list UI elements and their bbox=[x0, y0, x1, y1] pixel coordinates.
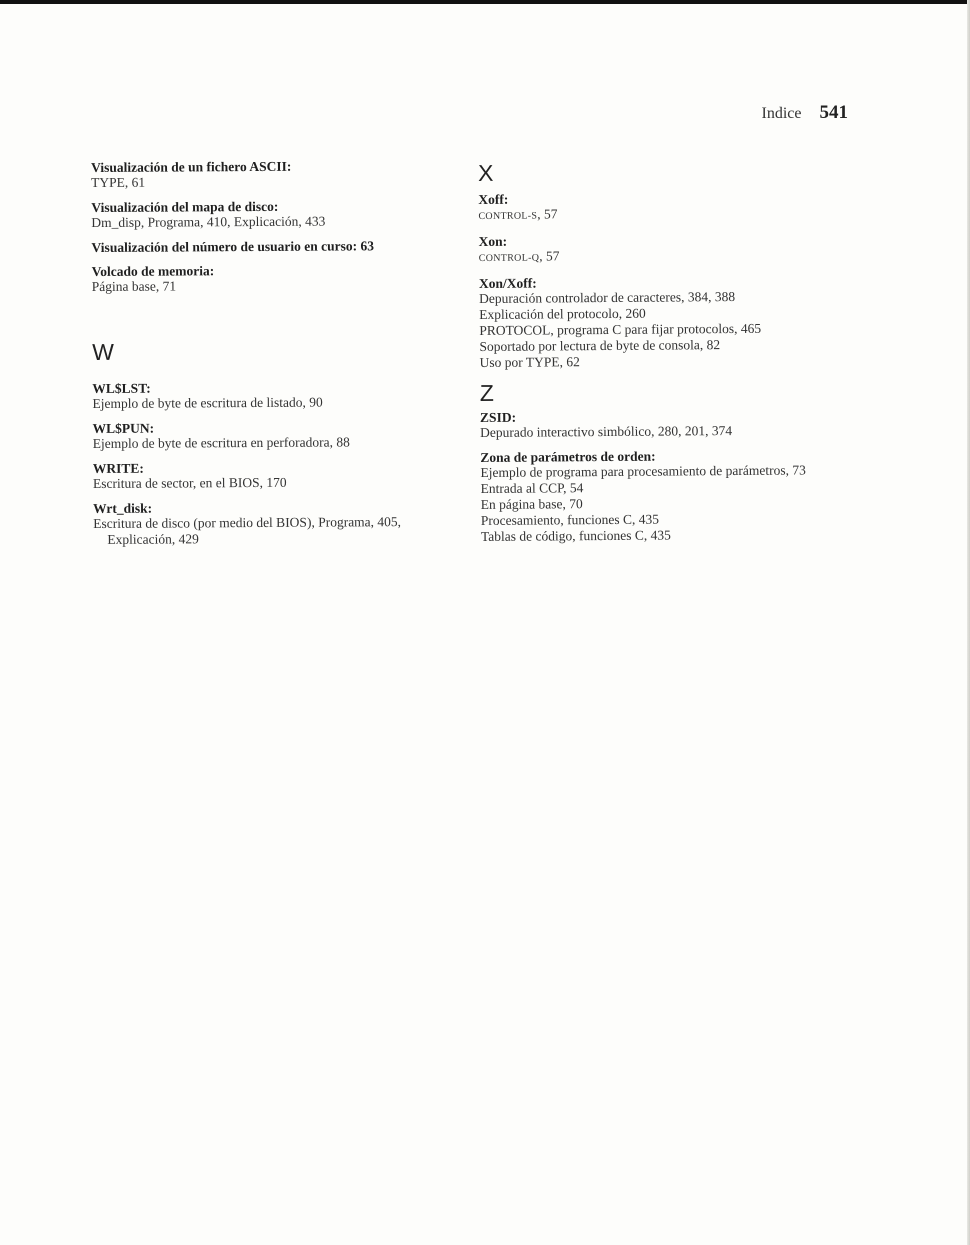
index-subentry: Explicación del protocolo, 260 bbox=[479, 305, 646, 322]
index-subentry: Dm_disp, Programa, 410, Explicación, 433 bbox=[91, 213, 326, 230]
index-heading: Xoff: bbox=[478, 191, 509, 207]
small-caps-term: CONTROL-S bbox=[478, 210, 538, 222]
index-heading: Zona de parámetros de orden: bbox=[480, 448, 656, 465]
index-subentry: Página base, 71 bbox=[91, 278, 177, 294]
index-entry bbox=[479, 273, 840, 371]
index-heading: Visualización de un fichero ASCII: bbox=[91, 158, 292, 175]
index-subentry: TYPE, 61 bbox=[91, 174, 146, 190]
running-head bbox=[762, 102, 848, 124]
index-entry bbox=[91, 158, 456, 191]
page-ref: , 57 bbox=[537, 206, 558, 222]
page-top-border bbox=[0, 0, 970, 4]
index-entry bbox=[92, 379, 457, 412]
section-letter-z: Z bbox=[479, 379, 494, 406]
index-subentry: Depuración controlador de caracteres, 384, 388 bbox=[479, 288, 736, 306]
page-ref: , 57 bbox=[539, 248, 560, 264]
index-heading: WRITE: bbox=[92, 460, 144, 476]
index-heading: Visualización del mapa de disco: bbox=[91, 198, 279, 215]
section-letter-x: X bbox=[478, 159, 494, 186]
index-entry bbox=[92, 262, 457, 295]
index-subentry: Entrada al CCP, 54 bbox=[480, 480, 584, 496]
index-entry bbox=[93, 419, 458, 452]
section-letter-w: W bbox=[92, 338, 114, 365]
index-subentry bbox=[479, 246, 839, 267]
index-subentry: Ejemplo de byte de escritura en perforadora, 88 bbox=[92, 434, 350, 451]
index-heading: WL$PUN: bbox=[92, 420, 155, 436]
small-caps-term: CONTROL-Q bbox=[478, 252, 540, 264]
index-subentry: Depurado interactivo simbólico, 280, 201, 374 bbox=[480, 423, 733, 440]
index-subentry: Procesamiento, funciones C, 435 bbox=[480, 511, 659, 528]
index-subentry: En página base, 70 bbox=[480, 496, 583, 512]
index-heading: WL$LST: bbox=[92, 380, 151, 396]
index-entry bbox=[479, 231, 839, 267]
index-column-left bbox=[91, 158, 458, 557]
index-heading: Xon/Xoff: bbox=[478, 275, 537, 291]
index-subentry: Ejemplo de byte de escritura de listado, 90 bbox=[92, 394, 323, 411]
running-head-title: Indice bbox=[761, 105, 802, 122]
index-subentry: Ejemplo de programa para procesamiento de parámetros, 73 bbox=[480, 462, 806, 480]
page-number: 541 bbox=[819, 102, 848, 123]
index-entry bbox=[480, 447, 841, 545]
index-subentry: Soportado por lectura de byte de consola, 82 bbox=[479, 337, 721, 354]
index-heading: Wrt_disk: bbox=[93, 500, 153, 516]
index-heading: ZSID: bbox=[479, 409, 517, 425]
index-entry bbox=[478, 189, 838, 225]
index-subentry bbox=[478, 204, 838, 225]
index-heading: Xon: bbox=[478, 233, 508, 249]
index-subentry: Escritura de disco (por medio del BIOS), Programa, 405, Explicación, 429 bbox=[93, 514, 402, 547]
index-subentry: Tablas de código, funciones C, 435 bbox=[480, 527, 671, 544]
index-heading: Visualización del número de usuario en curso: 63 bbox=[91, 238, 374, 255]
index-subentry: Escritura de sector, en el BIOS, 170 bbox=[92, 474, 287, 491]
index-heading: Volcado de memoria: bbox=[91, 263, 215, 279]
index-column-right bbox=[478, 157, 841, 554]
index-entry bbox=[480, 407, 840, 441]
index-entry bbox=[93, 459, 458, 492]
index-entry bbox=[91, 238, 456, 255]
index-subentry: Uso por TYPE, 62 bbox=[479, 354, 580, 370]
index-entry bbox=[91, 198, 456, 231]
index-entry bbox=[93, 499, 458, 548]
index-subentry: PROTOCOL, programa C para fijar protocolos, 465 bbox=[479, 320, 762, 338]
